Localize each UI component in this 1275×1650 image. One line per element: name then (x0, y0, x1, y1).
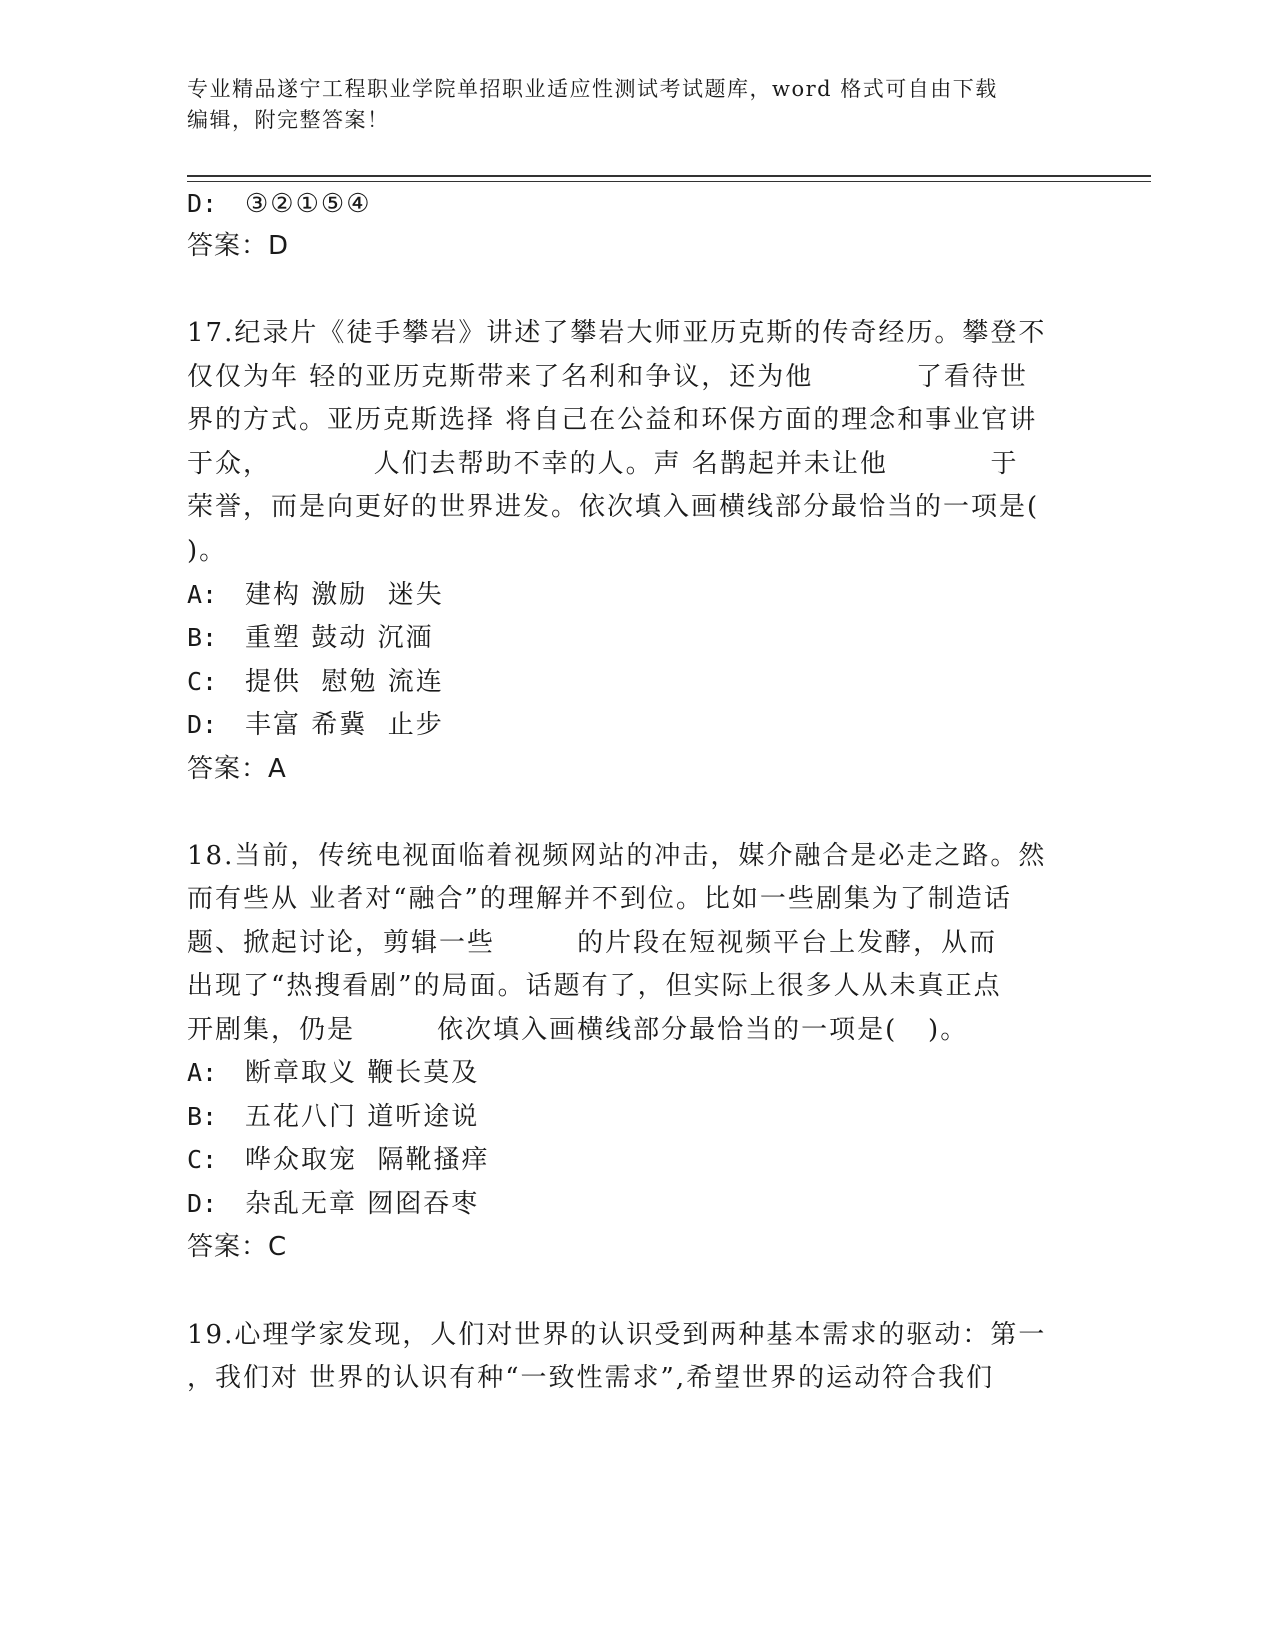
q17-answer: 答案：A (187, 754, 287, 784)
option-label: B: (187, 1102, 218, 1131)
q17-option-a (187, 580, 444, 610)
option-label: D: (187, 189, 218, 218)
prev-answer: 答案：D (187, 231, 290, 261)
q18-line-4: 出现了“热搜看剧”的局面。话题有了，但实际上很多人从未真正点 (187, 971, 1002, 1001)
q18-option-d (187, 1189, 479, 1219)
q17-line-2: 仅仅为年 轻的亚历克斯带来了名利和争议，还为他 了看待世 (187, 362, 1028, 392)
option-label: B: (187, 623, 218, 652)
header-line-2: 编辑，附完整答案！ (187, 108, 390, 132)
option-label: D: (187, 1189, 218, 1218)
option-text: 断章取义 鞭长莫及 (245, 1058, 480, 1088)
prev-option-d (187, 189, 372, 219)
option-text: 杂乱无章 囫囵吞枣 (245, 1189, 480, 1219)
option-label: D: (187, 710, 218, 739)
option-label: A: (187, 580, 218, 609)
option-text: 建构 激励 迷失 (245, 580, 444, 610)
q18-line-2: 而有些从 业者对“融合”的理解并不到位。比如一些剧集为了制造话 (187, 884, 1012, 914)
header-rule-thin (187, 181, 1151, 182)
option-text: 五花八门 道听途说 (245, 1102, 480, 1132)
q18-line-1: 18.当前，传统电视面临着视频网站的冲击，媒介融合是必走之路。然 (187, 841, 1047, 871)
page-header (187, 74, 1067, 136)
option-text: 丰富 希冀 止步 (245, 710, 444, 740)
header-rule-thick (187, 175, 1151, 177)
q18-answer: 答案：C (187, 1232, 288, 1262)
q18-option-c (187, 1145, 490, 1175)
q17-line-1: 17.纪录片《徒手攀岩》讲述了攀岩大师亚历克斯的传奇经历。攀登不 (187, 318, 1047, 348)
option-text: 提供 慰勉 流连 (245, 667, 444, 697)
q17-line-6: )。 (187, 536, 228, 566)
option-text: 哗众取宠 隔靴搔痒 (245, 1145, 490, 1175)
q18-option-b (187, 1102, 479, 1132)
q17-line-5: 荣誉，而是向更好的世界进发。依次填入画横线部分最恰当的一项是( (187, 492, 1040, 522)
q18-option-a (187, 1058, 479, 1088)
option-label: C: (187, 1145, 218, 1174)
q17-option-d (187, 710, 444, 740)
option-label: C: (187, 667, 218, 696)
option-text: ③②①⑤④ (245, 189, 372, 219)
header-line-1: 专业精品遂宁工程职业学院单招职业适应性测试考试题库，word 格式可自由下载 (187, 77, 998, 101)
q17-option-c (187, 667, 444, 697)
q17-line-4: 于众， 人们去帮助不幸的人。声 名鹊起并未让他 于 (187, 449, 1019, 479)
q17-line-3: 界的方式。亚历克斯选择 将自己在公益和环保方面的理念和事业官讲 (187, 405, 1038, 435)
option-text: 重塑 鼓动 沉湎 (245, 623, 434, 653)
q17-option-b (187, 623, 434, 653)
q18-line-5: 开剧集，仍是 依次填入画横线部分最恰当的一项是( )。 (187, 1015, 969, 1045)
option-label: A: (187, 1058, 218, 1087)
q19-line-1: 19.心理学家发现，人们对世界的认识受到两种基本需求的驱动：第一 (187, 1320, 1047, 1350)
q19-line-2: ，我们对 世界的认识有种“一致性需求”,希望世界的运动符合我们 (187, 1363, 995, 1393)
q18-line-3: 题、掀起讨论，剪辑一些 的片段在短视频平台上发酵，从而 (187, 928, 998, 958)
